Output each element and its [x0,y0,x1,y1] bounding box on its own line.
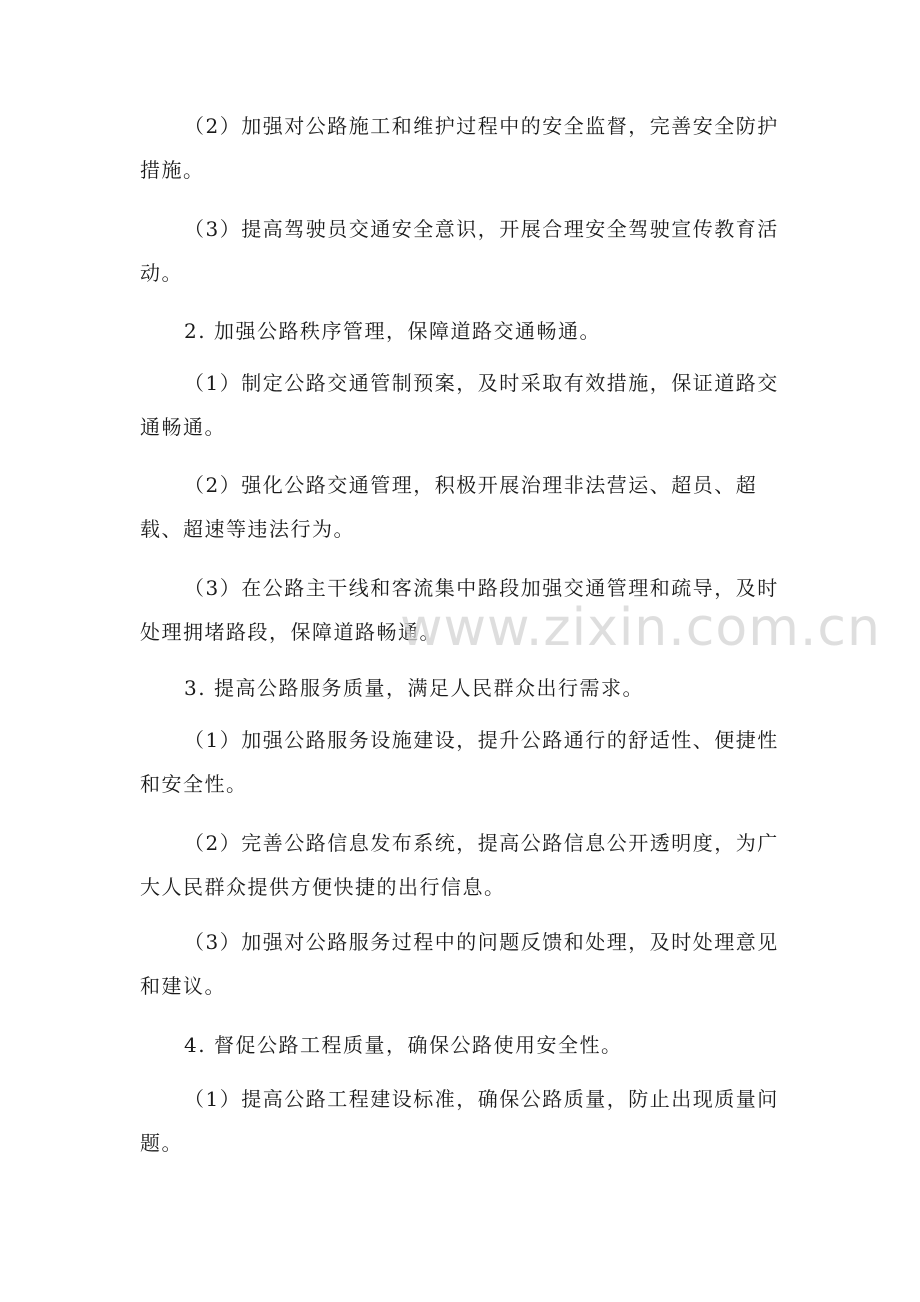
heading-4: 4. 督促公路工程质量，确保公路使用安全性。 [184,1033,623,1057]
paragraph-2: （3）提高驾驶员交通安全意识，开展合理安全驾驶宣传教育活动。 [140,217,779,285]
paragraph-1: （2）加强对公路施工和维护过程中的安全监督，完善安全防护措施。 [140,114,779,182]
watermark: www.zixin.com.cn [400,598,881,658]
paragraph-4: （2）强化公路交通管理，积极开展治理非法营运、超员、超载、超速等违法行为。 [140,473,758,541]
paragraph-9: （1）提高公路工程建设标准，确保公路质量，防止出现质量问题。 [140,1087,779,1155]
paragraph-5: （3）在公路主干线和客流集中路段加强交通管理和疏导，及时处理拥堵路段，保障道路畅通。 [140,576,779,644]
heading-3: 3. 提高公路服务质量，满足人民群众出行需求。 [184,676,644,700]
paragraph-3: （1）制定公路交通管制预案，及时采取有效措施，保证道路交通畅通。 [140,371,779,439]
paragraph-6: （1）加强公路服务设施建设，提升公路通行的舒适性、便捷性和安全性。 [140,728,779,796]
heading-2: 2. 加强公路秩序管理，保障道路交通畅通。 [184,319,601,343]
paragraph-7: （2）完善公路信息发布系统，提高公路信息公开透明度，为广大人民群众提供方便快捷的出行信息。 [140,831,779,899]
paragraph-8: （3）加强对公路服务过程中的问题反馈和处理，及时处理意见和建议。 [140,930,779,998]
